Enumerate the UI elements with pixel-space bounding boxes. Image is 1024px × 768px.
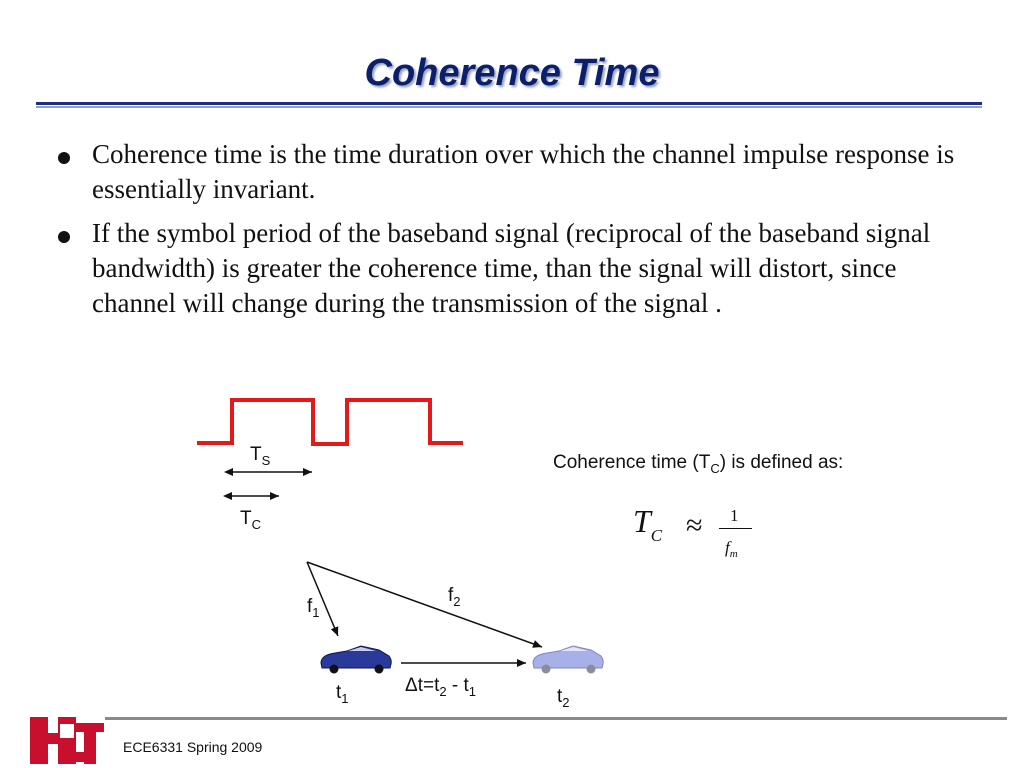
f1-label-main: f bbox=[307, 596, 313, 617]
formula-den-f: f bbox=[725, 538, 730, 557]
delta-t-part-a: Δt=t bbox=[405, 675, 440, 696]
formula-t-sub: C bbox=[650, 526, 663, 545]
t2-label-main: t bbox=[557, 686, 563, 707]
ts-label bbox=[250, 444, 270, 466]
bullet-text: Coherence time is the time duration over which the channel impulse response is essentially invariant. bbox=[92, 139, 955, 204]
tc-label-main: T bbox=[240, 508, 252, 529]
t1-label-main: t bbox=[336, 682, 342, 703]
delta-t-sub-1: 1 bbox=[468, 684, 476, 699]
car-near-icon bbox=[321, 646, 391, 674]
car-far-icon bbox=[533, 646, 603, 674]
formula-approx: ≈ bbox=[686, 509, 703, 542]
formula-denominator bbox=[725, 538, 738, 558]
definition-text-b: ) is defined as: bbox=[719, 452, 844, 473]
delta-t-part-b: - t bbox=[446, 675, 469, 696]
f2-path-arrow bbox=[307, 562, 542, 647]
t1-label bbox=[336, 682, 349, 704]
f1-label bbox=[307, 596, 320, 618]
uh-logo bbox=[30, 717, 104, 764]
f2-label-main: f bbox=[448, 585, 454, 606]
ts-label-sub: S bbox=[261, 453, 271, 468]
bullet-text: If the symbol period of the baseband signal (reciprocal of the baseband signal bandwidth) is greater the coherence time, than the signal will distort, since channel will change during the transmission of the signal . bbox=[92, 218, 931, 318]
f2-label-sub: 2 bbox=[453, 594, 461, 609]
ts-label-main: T bbox=[250, 444, 262, 465]
footer-text: ECE6331 Spring 2009 bbox=[123, 739, 263, 755]
definition-text bbox=[553, 452, 843, 474]
footer-rule bbox=[105, 717, 1007, 720]
square-wave-signal bbox=[197, 400, 463, 444]
t1-label-sub: 1 bbox=[341, 691, 349, 706]
tc-label-sub: C bbox=[251, 517, 261, 532]
formula-t: T bbox=[633, 503, 651, 539]
f2-label bbox=[448, 585, 461, 607]
f1-label-sub: 1 bbox=[312, 605, 320, 620]
tc-label bbox=[240, 508, 261, 530]
t2-label-sub: 2 bbox=[562, 695, 570, 710]
formula-tc bbox=[633, 503, 663, 545]
t2-label bbox=[557, 686, 570, 708]
formula-fraction-bar bbox=[719, 528, 752, 529]
delta-t-sub-2: 2 bbox=[439, 684, 447, 699]
definition-text-sub: C bbox=[710, 461, 720, 476]
formula-numerator: 1 bbox=[730, 506, 739, 525]
slide-title: Coherence Time bbox=[364, 52, 660, 94]
definition-text-a: Coherence time (T bbox=[553, 452, 711, 473]
formula-den-sub: m bbox=[729, 548, 738, 560]
delta-t-label bbox=[405, 675, 476, 697]
